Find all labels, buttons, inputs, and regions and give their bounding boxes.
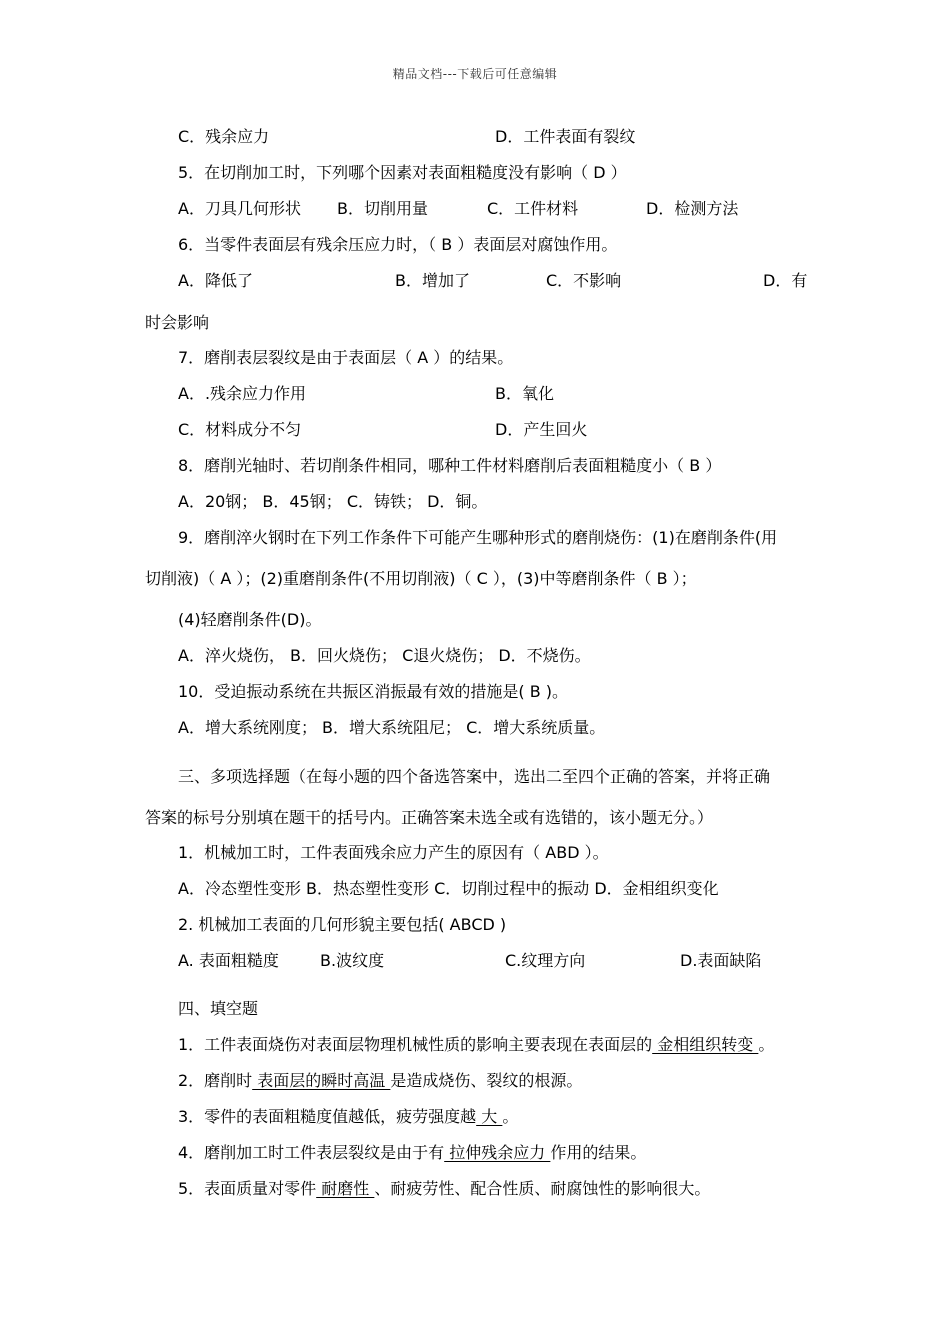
q10-stem: 10．受迫振动系统在共振区消振最有效的措施是( B )。 [178, 682, 568, 701]
q8-options: A．20钢； B．45钢； C．铸铁； D．铜。 [178, 492, 488, 511]
fill-5 [178, 1179, 710, 1199]
fill-4-suffix: 作用的结果。 [550, 1143, 647, 1162]
fill-4-answer: 拉伸残余应力 [444, 1143, 551, 1162]
q10-options: A．增大系统刚度； B．增大系统阻尼； C．增大系统质量。 [178, 718, 606, 737]
q7-option-c: C．材料成分不匀 [178, 420, 302, 439]
s3-q1-options: A．冷态塑性变形 B．热态塑性变形 C．切削过程中的振动 D．金相组织变化 [178, 879, 719, 898]
q8-stem: 8．磨削光轴时、若切削条件相同，哪种工件材料磨削后表面粗糙度小（ B ） [178, 456, 722, 475]
s3-q2-stem: 2. 机械加工表面的几何形貌主要包括( ABCD ) [178, 915, 507, 934]
section3-title-line-1: 三、多项选择题（在每小题的四个备选答案中，选出二至四个正确的答案，并将正确 [178, 767, 771, 786]
fill-3 [178, 1107, 518, 1127]
fill-5-suffix: 、耐疲劳性、配合性质、耐腐蚀性的影响很大。 [374, 1179, 711, 1198]
fill-1 [178, 1035, 774, 1055]
q7-option-d: D．产生回火 [495, 420, 588, 439]
fill-4 [178, 1143, 646, 1163]
s3-q2-option-b: B.波纹度 [320, 951, 385, 970]
fill-3-prefix: 3．零件的表面粗糙度值越低，疲劳强度越 [178, 1107, 477, 1126]
q9-line-3: (4)轻磨削条件(D)。 [178, 610, 322, 629]
fill-1-prefix: 1．工件表面烧伤对表面层物理机械性质的影响主要表现在表面层的 [178, 1035, 653, 1054]
fill-2-prefix: 2．磨削时 [178, 1071, 253, 1090]
section4-title: 四、填空题 [178, 999, 259, 1018]
q6-option-c: C．不影响 [546, 271, 622, 290]
s3-q2-option-a: A. 表面粗糙度 [178, 951, 279, 970]
q9-options: A．淬火烧伤， B．回火烧伤； C退火烧伤； D．不烧伤。 [178, 646, 591, 665]
q5-stem: 5．在切削加工时，下列哪个因素对表面粗糙度没有影响（ D ） [178, 163, 627, 182]
q4-option-d: D．工件表面有裂纹 [495, 127, 636, 146]
q7-option-b: B．氧化 [495, 384, 554, 403]
q9-line-1: 9．磨削淬火钢时在下列工作条件下可能产生哪种形式的磨削烧伤：(1)在磨削条件(用 [178, 528, 778, 547]
fill-2-answer: 表面层的瞬时高温 [252, 1071, 391, 1090]
fill-5-answer: 耐磨性 [316, 1179, 375, 1198]
fill-1-suffix: 。 [758, 1035, 775, 1054]
q5-option-c: C．工件材料 [487, 199, 579, 218]
q5-option-d: D．检测方法 [646, 199, 739, 218]
q4-option-c: C．残余应力 [178, 127, 270, 146]
q7-stem: 7．磨削表层裂纹是由于表面层（ A ）的结果。 [178, 348, 514, 367]
fill-2-suffix: 是造成烧伤、裂纹的根源。 [390, 1071, 583, 1090]
q6-option-b: B．增加了 [395, 271, 470, 290]
fill-3-suffix: 。 [502, 1107, 519, 1126]
q6-option-d: D．有 [763, 271, 808, 290]
q5-option-a: A．刀具几何形状 [178, 199, 301, 218]
q6-option-d-continued: 时会影响 [145, 313, 210, 332]
q7-option-a: A．.残余应力作用 [178, 384, 307, 403]
fill-3-answer: 大 [476, 1107, 503, 1126]
q6-option-a: A．降低了 [178, 271, 253, 290]
q5-option-b: B．切削用量 [337, 199, 428, 218]
s3-q1-stem: 1．机械加工时，工件表面残余应力产生的原因有（ ABD ）。 [178, 843, 609, 862]
fill-1-answer: 金相组织转变 [652, 1035, 759, 1054]
section3-title-line-2: 答案的标号分别填在题干的括号内。正确答案未选全或有选错的，该小题无分。） [145, 808, 714, 827]
fill-4-prefix: 4．磨削加工时工件表层裂纹是由于有 [178, 1143, 445, 1162]
fill-5-prefix: 5．表面质量对零件 [178, 1179, 317, 1198]
q9-line-2: 切削液)（ A ）；(2)重磨削条件(不用切削液)（ C ），(3)中等磨削条件（ B ）； [145, 569, 697, 588]
s3-q2-option-c: C.纹理方向 [505, 951, 586, 970]
q6-stem: 6．当零件表面层有残余压应力时，（ B ）表面层对腐蚀作用。 [178, 235, 618, 254]
fill-2 [178, 1071, 582, 1091]
page-header: 精品文档---下载后可任意编辑 [392, 67, 558, 81]
s3-q2-option-d: D.表面缺陷 [680, 951, 762, 970]
